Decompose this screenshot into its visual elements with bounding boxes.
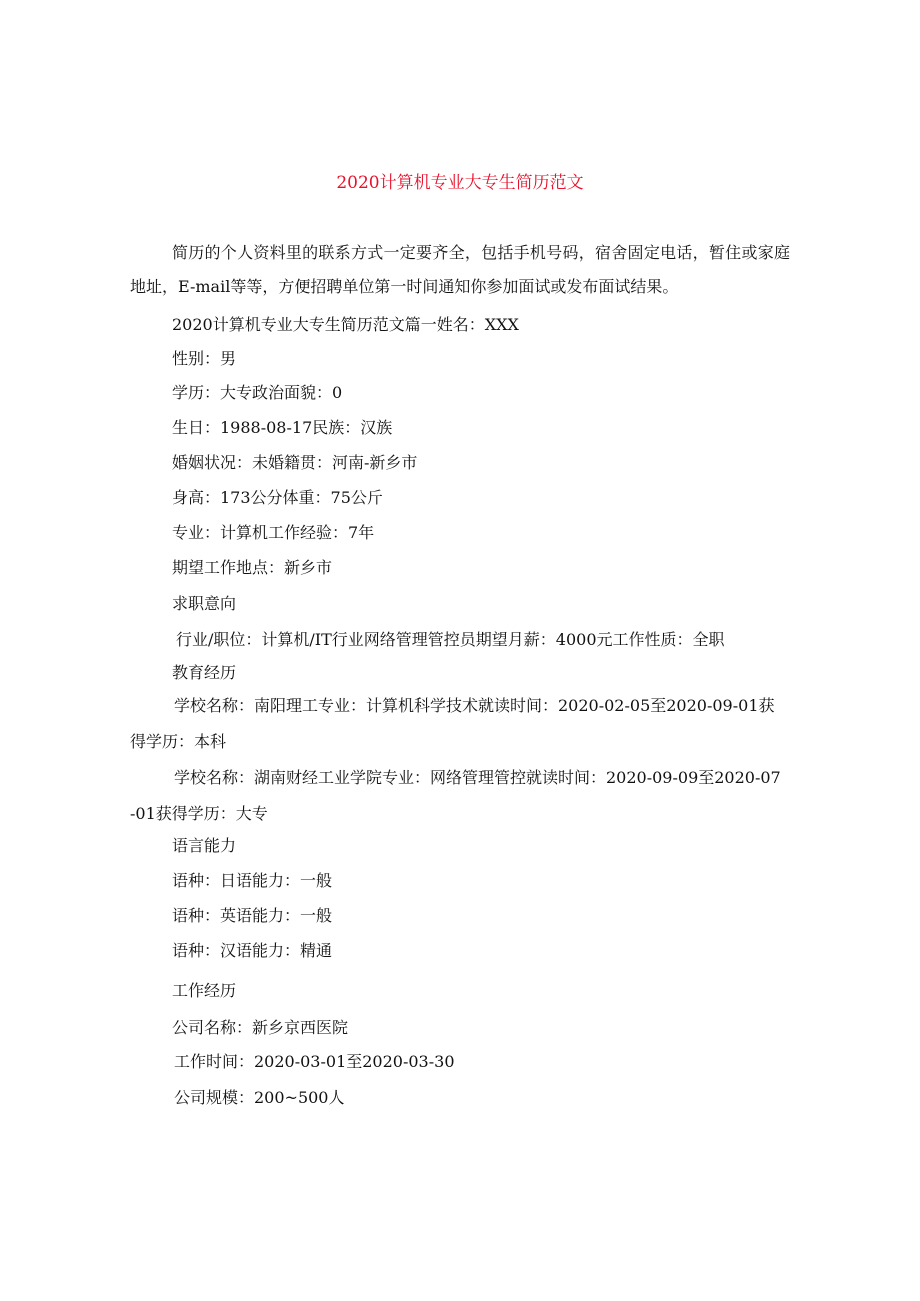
company-size-line: 公司规模：200~500人 (174, 1088, 345, 1107)
language-entry-3: 语种：汉语能力：精通 (172, 941, 333, 960)
intro-paragraph: 简历的个人资料里的联系方式一定要齐全，包括手机号码，宿舍固定电话，暂住或家庭地址，E-mail等等，方便招聘单位第一时间通知你参加面试或发布面试结果。 (130, 243, 790, 296)
section-job-intent: 求职意向 (172, 594, 237, 613)
language-entry-2: 语种：英语能力：一般 (172, 906, 333, 925)
job-intent-detail: 行业/职位：计算机/IT行业网络管理管控员期望月薪：4000元工作性质：全职 (176, 630, 725, 649)
resume-heading-line: 2020计算机专业大专生简历范文篇一姓名：XXX (172, 315, 519, 334)
education-politics-line: 学历：大专政治面貌：0 (172, 383, 343, 402)
language-entry-1: 语种：日语能力：一般 (172, 871, 333, 890)
height-weight-line: 身高：173公分体重：75公斤 (172, 488, 383, 507)
section-work: 工作经历 (172, 981, 237, 1000)
marital-origin-line: 婚姻状况：未婚籍贯：河南-新乡市 (172, 453, 418, 472)
education-entry-2: 学校名称：湖南财经工业学院专业：网络管理管控就读时间：2020-09-09至2020-07-01获得学历：大专 (130, 768, 781, 823)
company-name-line: 公司名称：新乡京西医院 (172, 1018, 349, 1037)
major-experience-line: 专业：计算机工作经验：7年 (172, 523, 375, 542)
section-education: 教育经历 (172, 663, 237, 682)
work-time-line: 工作时间：2020-03-01至2020-03-30 (174, 1052, 455, 1071)
gender-line: 性别：男 (172, 349, 237, 368)
education-entry-1: 学校名称：南阳理工专业：计算机科学技术就读时间：2020-02-05至2020-09-01获得学历：本科 (130, 696, 775, 751)
desired-location-line: 期望工作地点：新乡市 (172, 558, 333, 577)
document-title: 2020计算机专业大专生简历范文 (336, 173, 584, 193)
section-language: 语言能力 (172, 836, 237, 855)
birth-ethnicity-line: 生日：1988-08-17民族：汉族 (172, 418, 393, 437)
